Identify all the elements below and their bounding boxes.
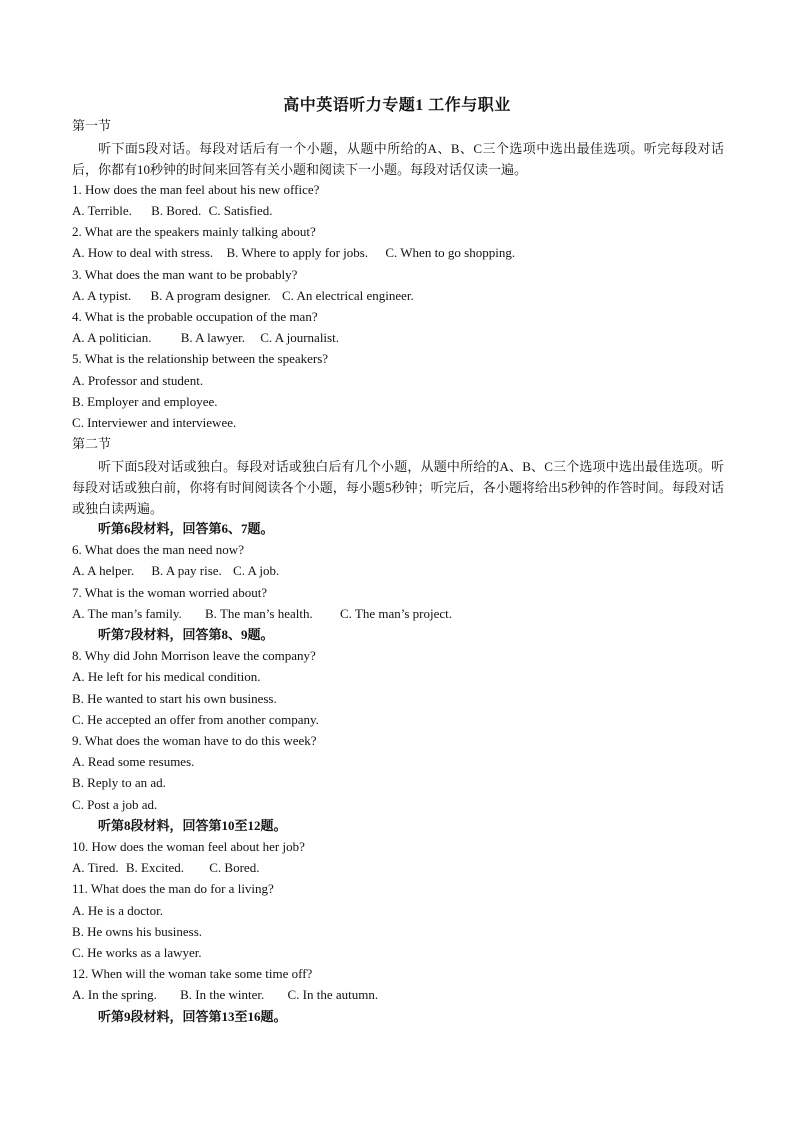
q3-option-a: A. A typist. — [72, 288, 132, 303]
q10-option-b: B. Excited. — [125, 860, 184, 875]
q12-option-c: C. In the autumn. — [287, 987, 379, 1002]
q11-option-b: B. He owns his business. — [72, 924, 203, 939]
q9-option-b: B. Reply to an ad. — [72, 775, 166, 790]
q3-stem: 3. What does the man want to be probably? — [72, 267, 298, 282]
q10-option-a: A. Tired. — [72, 860, 119, 875]
q6-option-a: A. A helper. — [72, 563, 135, 578]
material-6-heading: 听第6段材料，回答第6、7题。 — [98, 521, 274, 536]
q10-options — [72, 859, 722, 877]
q1-option-c: C. Satisfied. — [208, 203, 273, 218]
q9-stem: 9. What does the woman have to do this week? — [72, 733, 317, 748]
q1-option-b: B. Bored. — [151, 203, 202, 218]
section1-heading: 第一节 — [72, 118, 112, 133]
q12-option-a: A. In the spring. — [72, 987, 157, 1002]
q3-option-c: C. An electrical engineer. — [282, 288, 414, 303]
q7-option-b: B. The man’s health. — [205, 606, 313, 621]
q2-stem: 2. What are the speakers mainly talking about? — [72, 224, 316, 239]
q6-options — [72, 562, 722, 580]
q2-option-c: C. When to go shopping. — [385, 245, 516, 260]
q12-option-b: B. In the winter. — [180, 987, 265, 1002]
section2-instruction: 听下面5段对话或独白。每段对话或独白后有几个小题，从题中所给的A、B、C三个选项中选出最佳选项。听每段对话或独白前，你将有时间阅读各个小题，每小题5秒钟；听完后，各小题将给出5秒钟的作答时间。每段对话或独白读两遍。 — [72, 459, 724, 516]
q5-option-c: C. Interviewer and interviewee. — [72, 415, 237, 430]
q2-option-a: A. How to deal with stress. — [72, 245, 214, 260]
material-8-heading: 听第8段材料，回答第10至12题。 — [98, 818, 287, 833]
q4-stem: 4. What is the probable occupation of the man? — [72, 309, 318, 324]
q6-option-b: B. A pay rise. — [151, 563, 222, 578]
q4-option-a: A. A politician. — [72, 330, 152, 345]
q10-stem: 10. How does the woman feel about her job? — [72, 839, 305, 854]
q8-option-a: A. He left for his medical condition. — [72, 669, 261, 684]
q10-option-c: C. Bored. — [209, 860, 260, 875]
material-9-heading: 听第9段材料，回答第13至16题。 — [98, 1009, 287, 1024]
q12-stem: 12. When will the woman take some time off? — [72, 966, 313, 981]
q8-option-c: C. He accepted an offer from another company. — [72, 712, 319, 727]
q4-option-b: B. A lawyer. — [180, 330, 245, 345]
q1-options — [72, 202, 722, 220]
page-title: 高中英语听力专题1 工作与职业 — [283, 97, 511, 114]
q3-options — [72, 287, 722, 305]
q7-option-c: C. The man’s project. — [339, 606, 453, 621]
q1-stem: 1. How does the man feel about his new office? — [72, 182, 320, 197]
q6-stem: 6. What does the man need now? — [72, 542, 244, 557]
q3-option-b: B. A program designer. — [150, 288, 271, 303]
q5-stem: 5. What is the relationship between the speakers? — [72, 351, 329, 366]
q1-option-a: A. Terrible. — [72, 203, 132, 218]
q7-stem: 7. What is the woman worried about? — [72, 585, 268, 600]
q8-stem: 8. Why did John Morrison leave the company? — [72, 648, 316, 663]
q8-option-b: B. He wanted to start his own business. — [72, 691, 277, 706]
q5-option-a: A. Professor and student. — [72, 373, 204, 388]
q9-option-c: C. Post a job ad. — [72, 797, 158, 812]
section1-instruction: 听下面5段对话。每段对话后有一个小题，从题中所给的A、B、C三个选项中选出最佳选项。听完每段对话后，你都有10秒钟的时间来回答有关小题和阅读下一小题。每段对话仅读一遍。 — [72, 141, 724, 177]
q4-options — [72, 329, 722, 347]
q5-option-b: B. Employer and employee. — [72, 394, 218, 409]
q4-option-c: C. A journalist. — [260, 330, 339, 345]
q9-option-a: A. Read some resumes. — [72, 754, 195, 769]
q2-option-b: B. Where to apply for jobs. — [226, 245, 369, 260]
q7-options — [72, 605, 722, 623]
q12-options — [72, 986, 722, 1004]
q7-option-a: A. The man’s family. — [72, 606, 182, 621]
q2-options — [72, 244, 722, 262]
section2-heading: 第二节 — [72, 436, 112, 451]
q6-option-c: C. A job. — [233, 563, 280, 578]
material-7-heading: 听第7段材料，回答第8、9题。 — [98, 627, 274, 642]
q11-option-a: A. He is a doctor. — [72, 903, 163, 918]
q11-option-c: C. He works as a lawyer. — [72, 945, 202, 960]
q11-stem: 11. What does the man do for a living? — [72, 881, 274, 896]
